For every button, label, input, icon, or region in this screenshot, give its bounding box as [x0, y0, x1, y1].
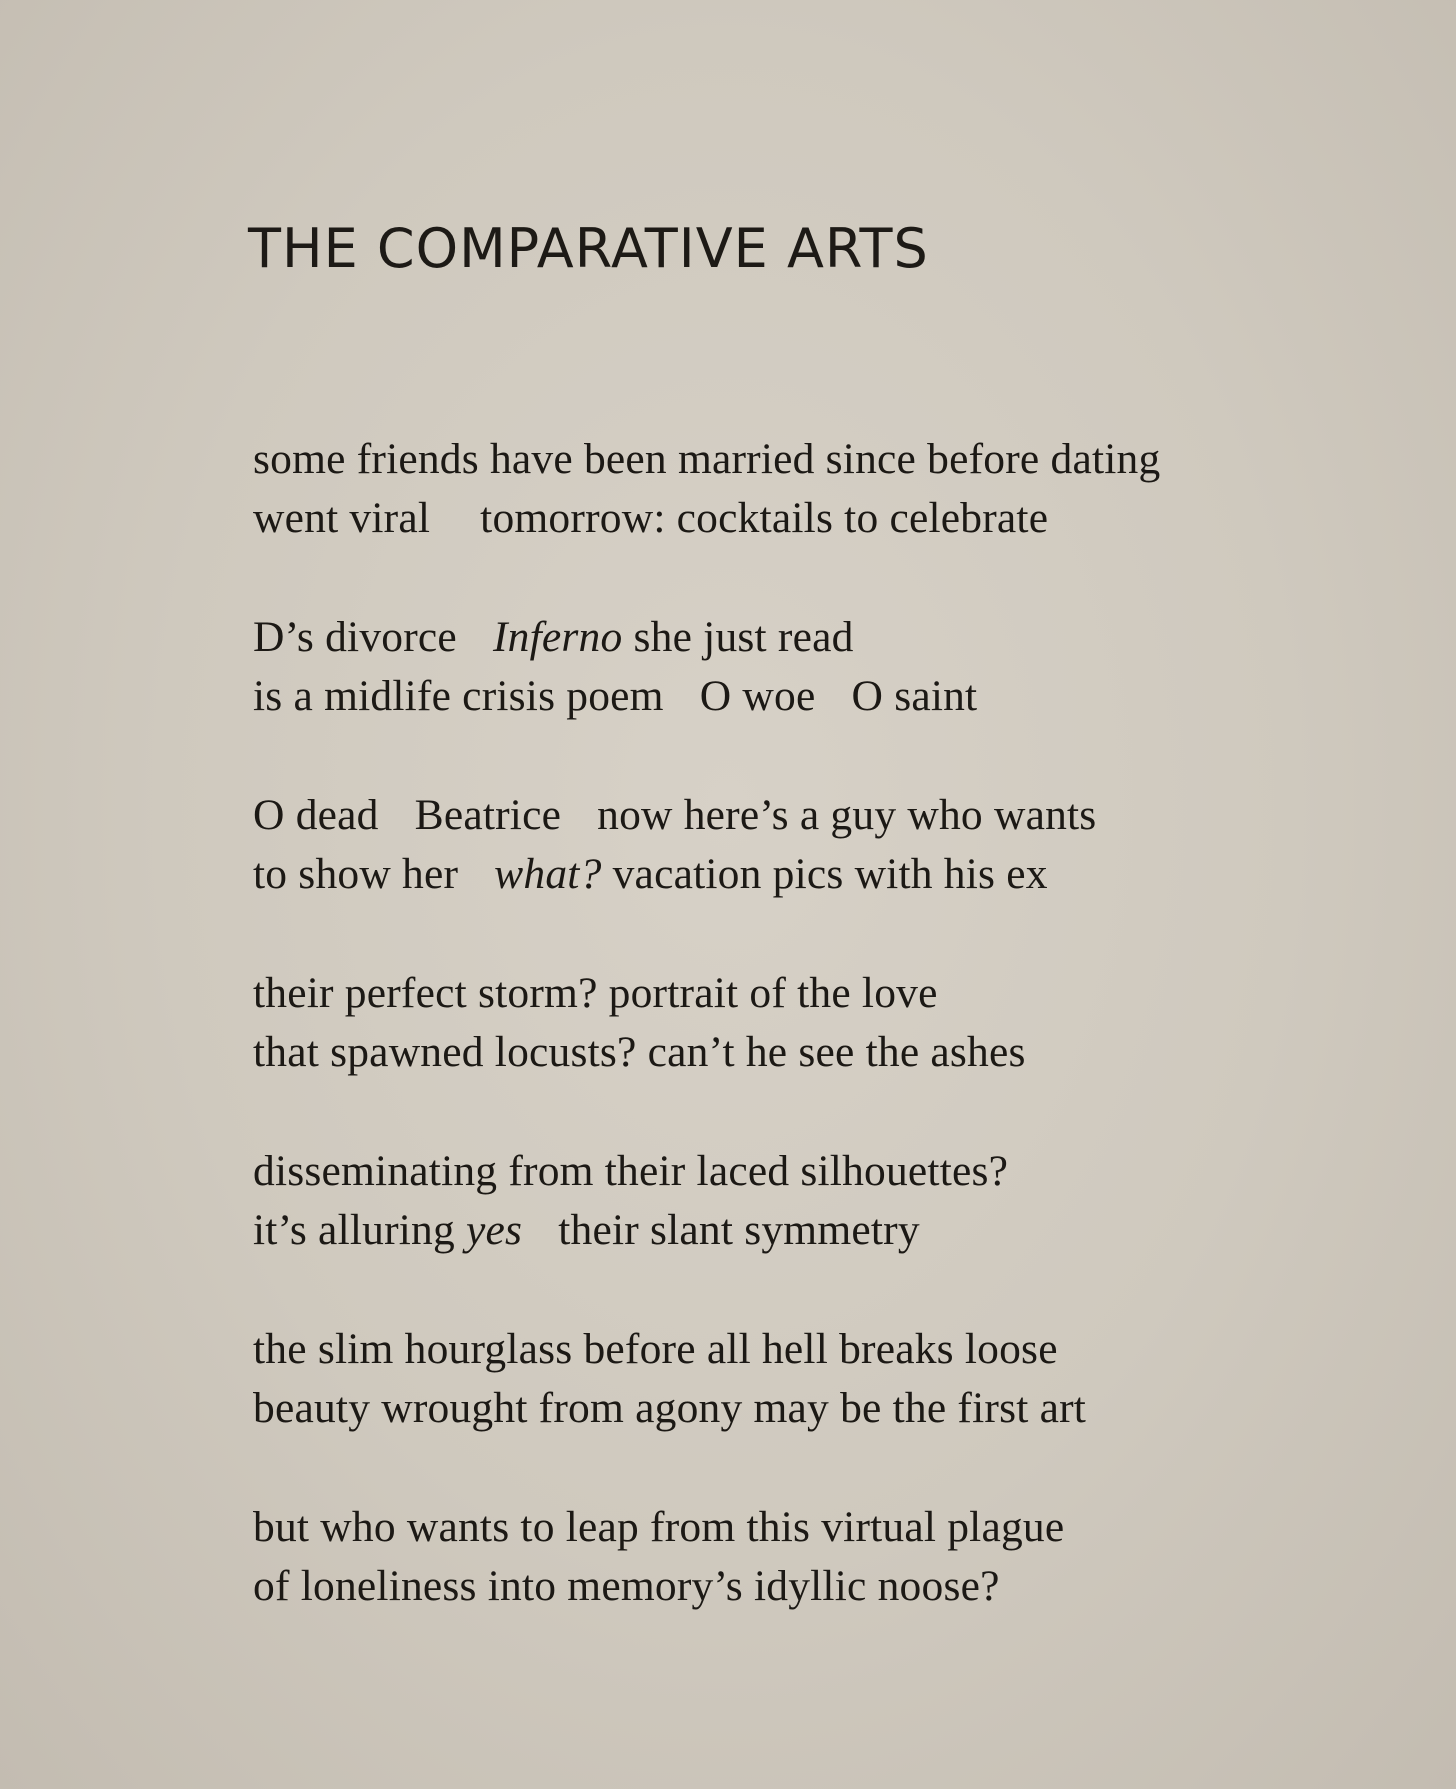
line-text: now here’s a guy who wants: [597, 791, 1097, 839]
poem-line: [253, 1142, 1373, 1201]
poem-line: [253, 845, 1373, 904]
poem-title: THE COMPARATIVE ARTS: [248, 217, 929, 281]
line-text: went viral: [253, 494, 431, 542]
italic-word-what: what?: [494, 850, 602, 898]
line-text: tomorrow: cocktails to celebrate: [480, 494, 1049, 542]
line-text: is a midlife crisis poem: [253, 672, 664, 720]
stanza-7: [253, 1498, 1373, 1616]
poem-line: [253, 1379, 1373, 1438]
line-text: that spawned locusts? can’t he see the ashes: [253, 1028, 1026, 1076]
poem-line: [253, 667, 1373, 726]
line-text: their slant symmetry: [558, 1206, 920, 1254]
poem-line: [253, 608, 1373, 667]
stanza-5: [253, 1142, 1373, 1260]
line-text: the slim hourglass before all hell breaks loose: [253, 1325, 1058, 1373]
line-text: D’s divorce: [253, 613, 457, 661]
line-text: but who wants to leap from this virtual plague: [253, 1503, 1065, 1551]
line-text: beauty wrought from agony may be the first art: [253, 1384, 1087, 1432]
line-text: some friends have been married since before dating: [253, 435, 1161, 483]
poem-line: [253, 1201, 1373, 1260]
italic-word-yes: yes: [466, 1206, 523, 1254]
line-text: vacation pics with his ex: [601, 850, 1048, 898]
poem-line: [253, 964, 1373, 1023]
italic-title-inferno: Inferno: [492, 613, 623, 661]
poem-line: [253, 430, 1373, 489]
stanza-2: [253, 608, 1373, 726]
poem-line: [253, 1498, 1373, 1557]
line-text: to show her: [253, 850, 459, 898]
poem-line: [253, 786, 1373, 845]
line-text: O saint: [851, 672, 978, 720]
line-text: Beatrice: [414, 791, 562, 839]
line-text: she just read: [622, 613, 854, 661]
line-text: of loneliness into memory’s idyllic noose?: [253, 1562, 1000, 1610]
line-text: their perfect storm? portrait of the love: [253, 969, 938, 1017]
poem-line: [253, 1557, 1373, 1616]
stanza-6: [253, 1320, 1373, 1438]
poem-line: [253, 1023, 1373, 1082]
stanza-1: [253, 430, 1373, 548]
line-text: it’s alluring: [253, 1206, 467, 1254]
line-text: O dead: [253, 791, 379, 839]
poem-body: [253, 430, 1373, 1676]
line-text: disseminating from their laced silhouettes?: [253, 1147, 1009, 1195]
stanza-3: [253, 786, 1373, 904]
line-text: O woe: [699, 672, 816, 720]
poem-line: [253, 489, 1373, 548]
poem-line: [253, 1320, 1373, 1379]
stanza-4: [253, 964, 1373, 1082]
